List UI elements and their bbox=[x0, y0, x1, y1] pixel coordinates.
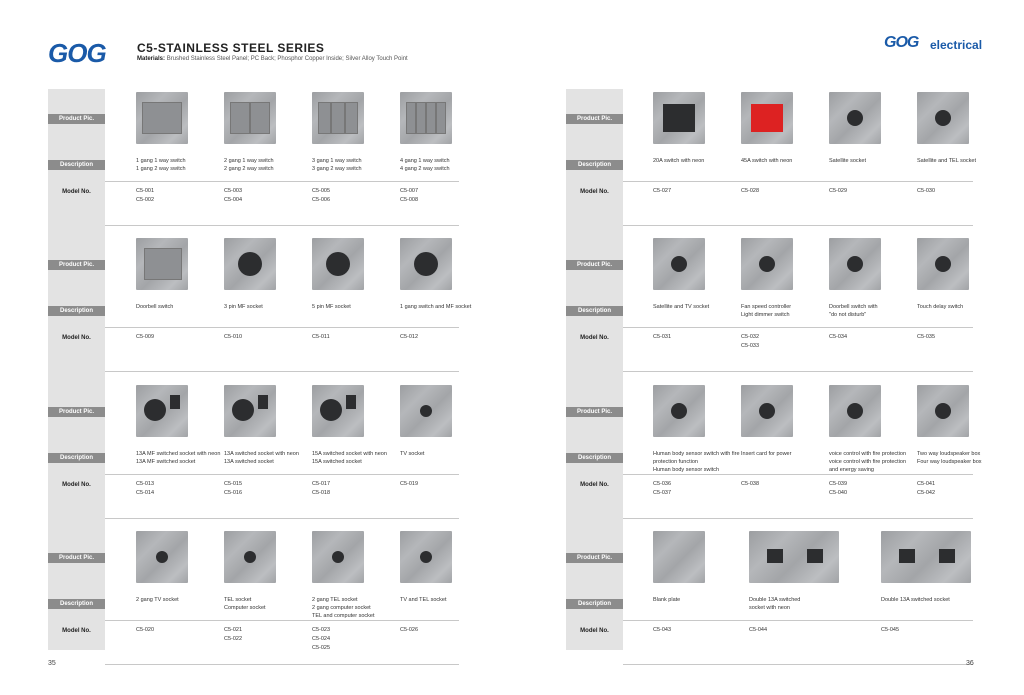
model-no-label: Model No. bbox=[62, 628, 91, 634]
product-description bbox=[136, 450, 220, 466]
socket-face bbox=[807, 549, 823, 563]
model-line: C5-015 bbox=[224, 481, 243, 487]
product-description bbox=[312, 303, 351, 311]
socket-face bbox=[332, 551, 344, 563]
description-line: 2 gang computer socket bbox=[312, 605, 371, 611]
description-line: Doorbell switch with bbox=[829, 304, 878, 310]
product-description bbox=[741, 157, 792, 165]
product-image bbox=[741, 238, 793, 290]
model-number bbox=[741, 333, 759, 351]
model-line: C5-038 bbox=[741, 481, 760, 487]
product-image bbox=[881, 531, 971, 583]
page-title: C5-STAINLESS STEEL SERIES bbox=[137, 41, 325, 55]
row-divider bbox=[105, 327, 459, 328]
product-description bbox=[917, 157, 976, 165]
socket-face bbox=[935, 403, 951, 419]
product-image bbox=[741, 92, 793, 144]
model-number bbox=[136, 626, 154, 635]
product-pic-label: Product Pic. bbox=[566, 114, 623, 124]
row-divider bbox=[623, 225, 973, 226]
product-description bbox=[312, 157, 362, 173]
model-line: C5-013 bbox=[136, 481, 155, 487]
model-line: C5-003 bbox=[224, 188, 243, 194]
product-description bbox=[136, 596, 179, 604]
model-number bbox=[741, 187, 759, 196]
product-description bbox=[653, 450, 740, 474]
product-pic-label: Product Pic. bbox=[48, 114, 105, 124]
description-line: Fan speed controller bbox=[741, 304, 792, 310]
model-line: C5-032 bbox=[741, 334, 760, 340]
model-number bbox=[224, 333, 242, 342]
product-image bbox=[312, 92, 364, 144]
product-description bbox=[400, 157, 450, 173]
product-description bbox=[136, 303, 173, 311]
description-line: TEL socket bbox=[224, 597, 252, 603]
switch-rocker bbox=[230, 102, 250, 134]
model-line: C5-007 bbox=[400, 188, 419, 194]
product-image bbox=[312, 385, 364, 437]
row-divider bbox=[105, 474, 459, 475]
product-image bbox=[136, 92, 188, 144]
model-line: C5-034 bbox=[829, 334, 848, 340]
socket-face bbox=[759, 256, 775, 272]
switch-rocker bbox=[318, 102, 331, 134]
row-divider bbox=[105, 518, 459, 519]
model-no-label: Model No. bbox=[62, 189, 91, 195]
row-divider bbox=[623, 181, 973, 182]
model-line: C5-014 bbox=[136, 490, 155, 496]
product-image bbox=[653, 531, 705, 583]
product-image bbox=[829, 385, 881, 437]
page-number-right: 36 bbox=[966, 660, 974, 667]
model-line: C5-029 bbox=[829, 188, 848, 194]
model-no-label: Model No. bbox=[62, 482, 91, 488]
description-line: Four way loudspeaker box bbox=[917, 459, 982, 465]
model-line: C5-044 bbox=[749, 627, 768, 633]
description-line: TEL and computer socket bbox=[312, 613, 375, 619]
model-number bbox=[136, 333, 154, 342]
product-image bbox=[224, 531, 276, 583]
switch-toggle bbox=[258, 395, 268, 409]
product-description bbox=[400, 596, 446, 604]
description-line: Satellite and TV socket bbox=[653, 304, 710, 310]
product-pic-label: Product Pic. bbox=[48, 260, 105, 270]
model-number bbox=[653, 626, 671, 635]
description-line: 4 gang 1 way switch bbox=[400, 158, 450, 164]
socket-face bbox=[767, 549, 783, 563]
product-description bbox=[653, 157, 704, 165]
product-image bbox=[400, 385, 452, 437]
model-number bbox=[829, 333, 847, 342]
row-divider bbox=[623, 518, 973, 519]
model-no-label: Model No. bbox=[580, 335, 609, 341]
socket-face bbox=[935, 256, 951, 272]
product-description bbox=[312, 450, 387, 466]
model-line: C5-042 bbox=[917, 490, 936, 496]
model-line: C5-036 bbox=[653, 481, 672, 487]
product-image bbox=[224, 92, 276, 144]
model-line: C5-017 bbox=[312, 481, 331, 487]
model-number bbox=[917, 480, 935, 498]
row-divider bbox=[623, 474, 973, 475]
socket-face bbox=[420, 405, 432, 417]
model-line: C5-040 bbox=[829, 490, 848, 496]
description-line: 15A switched socket bbox=[312, 459, 362, 465]
brand-logo: GOG bbox=[48, 38, 106, 68]
product-image bbox=[400, 92, 452, 144]
socket-face bbox=[899, 549, 915, 563]
model-number bbox=[881, 626, 899, 635]
switch-rocker bbox=[436, 102, 446, 134]
description-label: Description bbox=[566, 160, 623, 170]
socket-face bbox=[671, 403, 687, 419]
brand-logo-right: GOG bbox=[884, 34, 919, 51]
description-line: 20A switch with neon bbox=[653, 158, 705, 164]
model-number bbox=[400, 480, 418, 489]
model-number bbox=[224, 187, 242, 205]
description-label: Description bbox=[48, 453, 105, 463]
switch-rocker bbox=[345, 102, 358, 134]
model-number bbox=[312, 187, 330, 205]
description-line: 45A switch with neon bbox=[741, 158, 793, 164]
model-line: C5-009 bbox=[136, 334, 155, 340]
description-line: Computer socket bbox=[224, 605, 266, 611]
socket-face bbox=[238, 252, 262, 276]
switch-toggle bbox=[346, 395, 356, 409]
socket-face bbox=[671, 256, 687, 272]
model-line: C5-028 bbox=[741, 188, 760, 194]
product-pic-label: Product Pic. bbox=[566, 553, 623, 563]
model-line: C5-025 bbox=[312, 645, 331, 651]
model-no-label: Model No. bbox=[580, 482, 609, 488]
product-description bbox=[400, 450, 424, 458]
model-number bbox=[829, 187, 847, 196]
description-line: 1 gang switch and MF socket bbox=[400, 304, 472, 310]
model-number bbox=[400, 333, 418, 342]
right-label-column bbox=[566, 89, 623, 650]
switch-rocker bbox=[426, 102, 436, 134]
product-image bbox=[917, 238, 969, 290]
description-line: TV and TEL socket bbox=[400, 597, 447, 603]
description-line: Satellite and TEL socket bbox=[917, 158, 977, 164]
product-description bbox=[136, 157, 186, 173]
switch-rocker bbox=[416, 102, 426, 134]
product-description bbox=[312, 596, 374, 620]
model-line: C5-016 bbox=[224, 490, 243, 496]
model-number bbox=[224, 626, 242, 644]
description-line: 4 gang 2 way switch bbox=[400, 166, 450, 172]
row-divider bbox=[623, 327, 973, 328]
product-image bbox=[400, 238, 452, 290]
description-line: 5 pin MF socket bbox=[312, 304, 351, 310]
description-label: Description bbox=[566, 453, 623, 463]
socket-face bbox=[939, 549, 955, 563]
socket-face bbox=[935, 110, 951, 126]
socket-face bbox=[847, 403, 863, 419]
product-description bbox=[224, 596, 266, 612]
brand-tagline: electrical bbox=[930, 38, 983, 52]
model-number bbox=[400, 626, 418, 635]
description-line: 13A switched socket with neon bbox=[224, 451, 299, 457]
model-no-label: Model No. bbox=[580, 189, 609, 195]
model-line: C5-002 bbox=[136, 197, 155, 203]
product-image bbox=[653, 92, 705, 144]
socket-face bbox=[847, 256, 863, 272]
socket-face bbox=[326, 252, 350, 276]
model-line: C5-043 bbox=[653, 627, 672, 633]
description-line: 13A MF switched socket bbox=[136, 459, 196, 465]
product-description bbox=[829, 303, 878, 319]
product-image bbox=[312, 531, 364, 583]
description-line: 2 gang TEL socket bbox=[312, 597, 358, 603]
model-line: C5-031 bbox=[653, 334, 672, 340]
product-description bbox=[829, 450, 906, 474]
model-line: C5-045 bbox=[881, 627, 900, 633]
product-image bbox=[400, 531, 452, 583]
description-line: 2 gang 1 way switch bbox=[224, 158, 274, 164]
model-line: C5-011 bbox=[312, 334, 330, 340]
product-description bbox=[917, 450, 982, 466]
page-number-left: 35 bbox=[48, 660, 56, 667]
switch-rocker bbox=[406, 102, 416, 134]
description-line: and energy saving bbox=[829, 467, 874, 473]
model-line: C5-030 bbox=[917, 188, 936, 194]
model-line: C5-004 bbox=[224, 197, 243, 203]
row-divider bbox=[105, 620, 459, 621]
product-image bbox=[653, 385, 705, 437]
description-line: 3 gang 2 way switch bbox=[312, 166, 362, 172]
materials-text: Brushed Stainless Steel Panel; PC Back; Phosphor Copper Inside; Silver Alloy Touch Point bbox=[166, 56, 408, 62]
description-line: Two way loudspeaker box bbox=[917, 451, 981, 457]
product-image bbox=[829, 238, 881, 290]
model-line: C5-023 bbox=[312, 627, 331, 633]
product-image bbox=[741, 385, 793, 437]
model-line: C5-020 bbox=[136, 627, 155, 633]
product-pic-label: Product Pic. bbox=[48, 553, 105, 563]
socket-face bbox=[420, 551, 432, 563]
model-no-label: Model No. bbox=[62, 335, 91, 341]
product-description bbox=[741, 450, 791, 458]
model-number bbox=[653, 187, 671, 196]
product-image bbox=[917, 92, 969, 144]
socket-face bbox=[244, 551, 256, 563]
switch-face bbox=[663, 104, 695, 132]
model-line: C5-039 bbox=[829, 481, 848, 487]
row-divider bbox=[105, 225, 459, 226]
model-number bbox=[917, 333, 935, 342]
model-line: C5-012 bbox=[400, 334, 419, 340]
model-number bbox=[312, 626, 330, 653]
model-line: C5-027 bbox=[653, 188, 672, 194]
model-line: C5-019 bbox=[400, 481, 419, 487]
model-line: C5-026 bbox=[400, 627, 419, 633]
description-line: 2 gang TV socket bbox=[136, 597, 179, 603]
description-line: Double 13A switched socket bbox=[881, 597, 950, 603]
product-image bbox=[917, 385, 969, 437]
row-divider bbox=[623, 620, 973, 621]
description-line: Human body sensor switch bbox=[653, 467, 720, 473]
model-line: C5-041 bbox=[917, 481, 936, 487]
model-line: C5-024 bbox=[312, 636, 331, 642]
switch-face bbox=[751, 104, 783, 132]
switch-rocker bbox=[142, 102, 182, 134]
socket-face bbox=[847, 110, 863, 126]
row-divider bbox=[105, 181, 459, 182]
product-image bbox=[136, 385, 188, 437]
description-line: "do not disturb" bbox=[829, 312, 867, 318]
product-description bbox=[749, 596, 800, 612]
model-number bbox=[653, 333, 671, 342]
product-description bbox=[224, 303, 263, 311]
description-line: Human body sensor switch with fire bbox=[653, 451, 740, 457]
model-line: C5-018 bbox=[312, 490, 331, 496]
description-line: Insert card for power bbox=[741, 451, 792, 457]
product-description bbox=[653, 303, 709, 311]
model-line: C5-035 bbox=[917, 334, 936, 340]
description-line: Satellite socket bbox=[829, 158, 866, 164]
product-image bbox=[224, 385, 276, 437]
model-line: C5-001 bbox=[136, 188, 155, 194]
description-line: 1 gang 2 way switch bbox=[136, 166, 186, 172]
left-label-column bbox=[48, 89, 105, 650]
product-image bbox=[136, 531, 188, 583]
description-line: TV socket bbox=[400, 451, 425, 457]
description-line: 3 gang 1 way switch bbox=[312, 158, 362, 164]
description-label: Description bbox=[48, 599, 105, 609]
product-image bbox=[312, 238, 364, 290]
materials-label: Materials: bbox=[137, 56, 166, 62]
socket-face bbox=[759, 403, 775, 419]
description-line: Double 13A switched bbox=[749, 597, 801, 603]
product-pic-label: Product Pic. bbox=[566, 260, 623, 270]
switch-rocker bbox=[144, 248, 182, 280]
description-line: 13A MF switched socket with neon bbox=[136, 451, 221, 457]
model-line: C5-037 bbox=[653, 490, 672, 496]
model-line: C5-033 bbox=[741, 343, 760, 349]
product-description bbox=[224, 157, 274, 173]
product-pic-label: Product Pic. bbox=[566, 407, 623, 417]
row-divider bbox=[105, 664, 459, 665]
description-label: Description bbox=[566, 306, 623, 316]
model-number bbox=[136, 480, 154, 498]
description-line: 1 gang 1 way switch bbox=[136, 158, 186, 164]
description-line: Doorbell switch bbox=[136, 304, 174, 310]
model-line: C5-005 bbox=[312, 188, 331, 194]
socket-face bbox=[232, 399, 254, 421]
product-description bbox=[741, 303, 791, 319]
description-line: 13A switched socket bbox=[224, 459, 274, 465]
model-line: C5-008 bbox=[400, 197, 419, 203]
product-image bbox=[653, 238, 705, 290]
socket-face bbox=[144, 399, 166, 421]
model-line: C5-010 bbox=[224, 334, 243, 340]
model-number bbox=[653, 480, 671, 498]
product-description bbox=[917, 303, 963, 311]
product-description bbox=[653, 596, 680, 604]
product-image bbox=[136, 238, 188, 290]
description-label: Description bbox=[48, 160, 105, 170]
model-number bbox=[917, 187, 935, 196]
product-image bbox=[829, 92, 881, 144]
materials-line bbox=[137, 56, 408, 62]
description-label: Description bbox=[48, 306, 105, 316]
row-divider bbox=[623, 371, 973, 372]
socket-face bbox=[414, 252, 438, 276]
description-label: Description bbox=[566, 599, 623, 609]
description-line: 3 pin MF socket bbox=[224, 304, 263, 310]
model-line: C5-006 bbox=[312, 197, 331, 203]
model-number bbox=[312, 333, 330, 342]
product-description bbox=[224, 450, 299, 466]
description-line: voice control with fire protection bbox=[829, 451, 907, 457]
model-number bbox=[312, 480, 330, 498]
model-number bbox=[829, 480, 847, 498]
model-line: C5-021 bbox=[224, 627, 243, 633]
model-number bbox=[224, 480, 242, 498]
product-image bbox=[749, 531, 839, 583]
description-line: Blank plate bbox=[653, 597, 681, 603]
description-line: Light dimmer switch bbox=[741, 312, 790, 318]
switch-rocker bbox=[331, 102, 344, 134]
switch-rocker bbox=[250, 102, 270, 134]
description-line: 2 gang 2 way switch bbox=[224, 166, 274, 172]
product-description bbox=[881, 596, 950, 604]
description-line: 15A switched socket with neon bbox=[312, 451, 387, 457]
description-line: socket with neon bbox=[749, 605, 790, 611]
product-pic-label: Product Pic. bbox=[48, 407, 105, 417]
description-line: voice control with fire protection bbox=[829, 459, 907, 465]
row-divider bbox=[105, 371, 459, 372]
product-description bbox=[400, 303, 471, 311]
socket-face bbox=[320, 399, 342, 421]
row-divider bbox=[623, 664, 973, 665]
product-image bbox=[224, 238, 276, 290]
model-no-label: Model No. bbox=[580, 628, 609, 634]
model-number bbox=[741, 480, 759, 489]
socket-face bbox=[156, 551, 168, 563]
description-line: Touch delay switch bbox=[917, 304, 964, 310]
description-line: protection function bbox=[653, 459, 698, 465]
model-line: C5-022 bbox=[224, 636, 243, 642]
model-number bbox=[400, 187, 418, 205]
model-number bbox=[749, 626, 767, 635]
switch-toggle bbox=[170, 395, 180, 409]
product-description bbox=[829, 157, 866, 165]
model-number bbox=[136, 187, 154, 205]
